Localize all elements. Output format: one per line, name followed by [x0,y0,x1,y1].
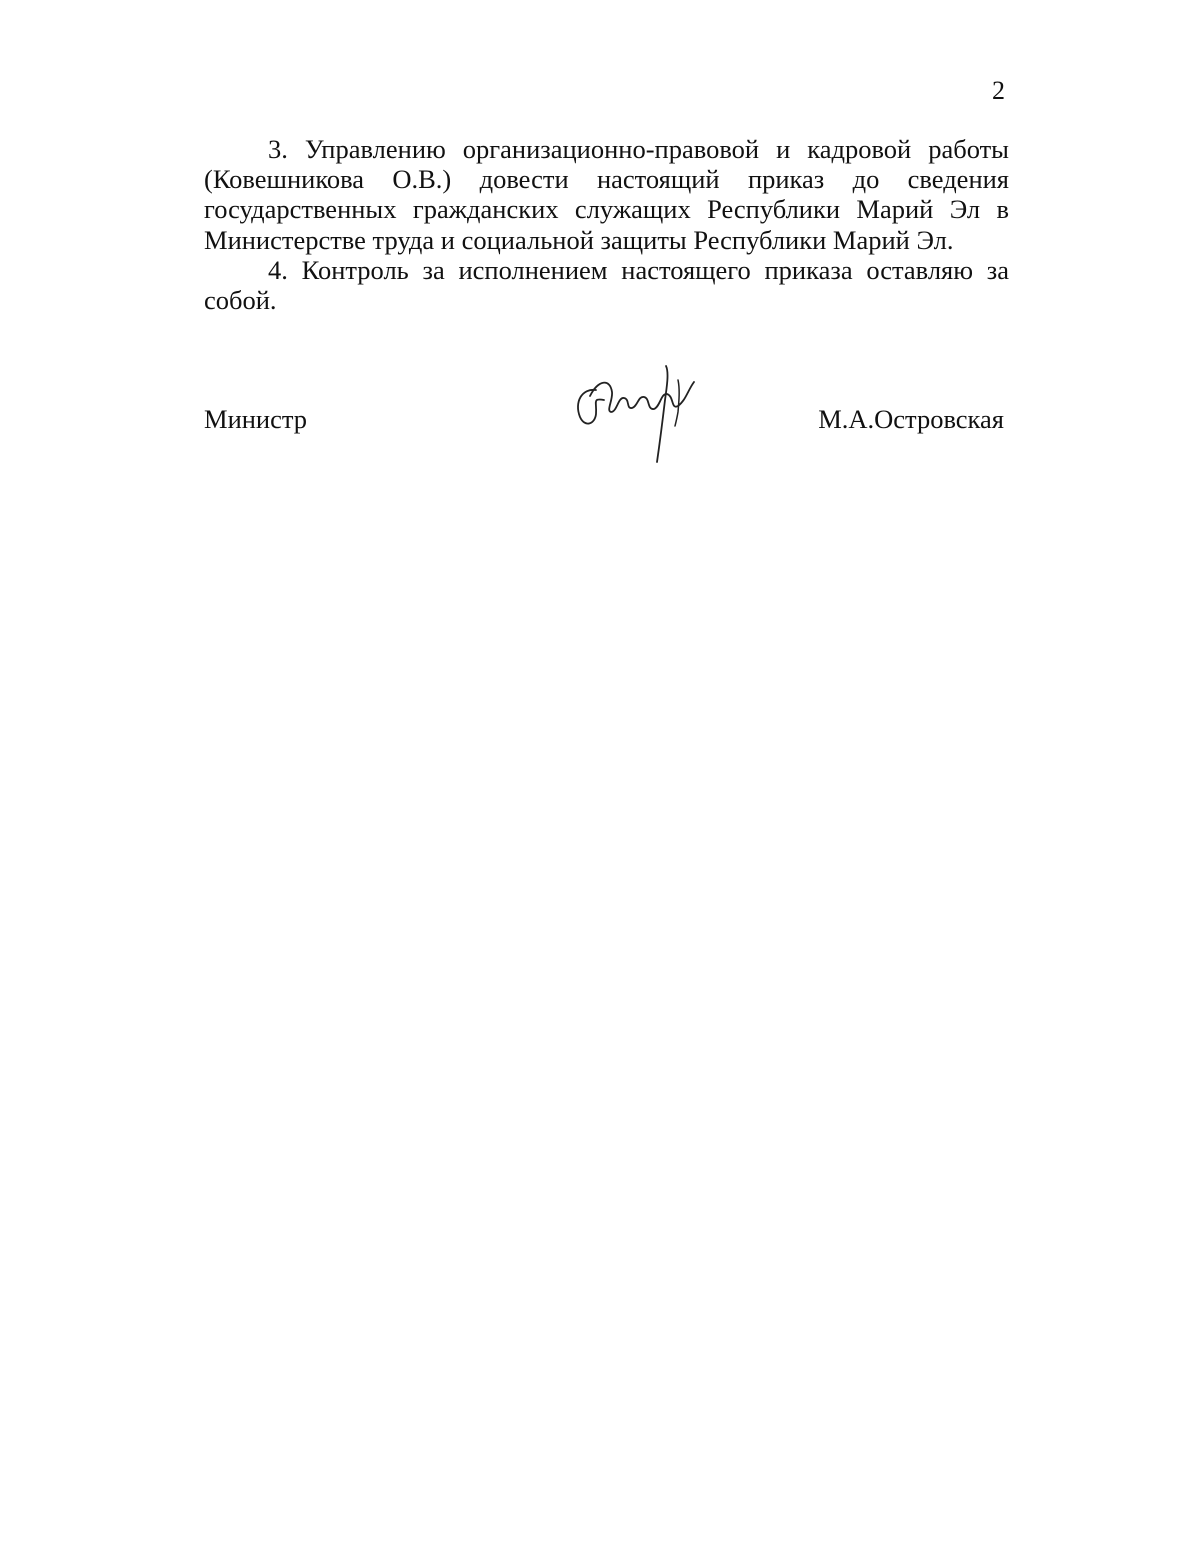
signer-title: Министр [204,404,308,434]
signature-block [204,392,1004,482]
document-body [204,134,1009,315]
paragraph-4: 4. Контроль за исполнением настоящего приказа оставляю за собой. [204,254,1009,316]
signer-name: М.А.Островская [818,404,1004,434]
handwritten-signature-icon [568,362,708,472]
page-number: 2 [992,76,1005,105]
paragraph-3: 3. Управлению организационно-правовой и кадровой работы (Ковешникова О.В.) довести настоящий приказ до сведения государственных гражданских служащих Республики Марий Эл в Министерстве труда и социальной защиты Республики Марий Эл. [204,134,1009,255]
